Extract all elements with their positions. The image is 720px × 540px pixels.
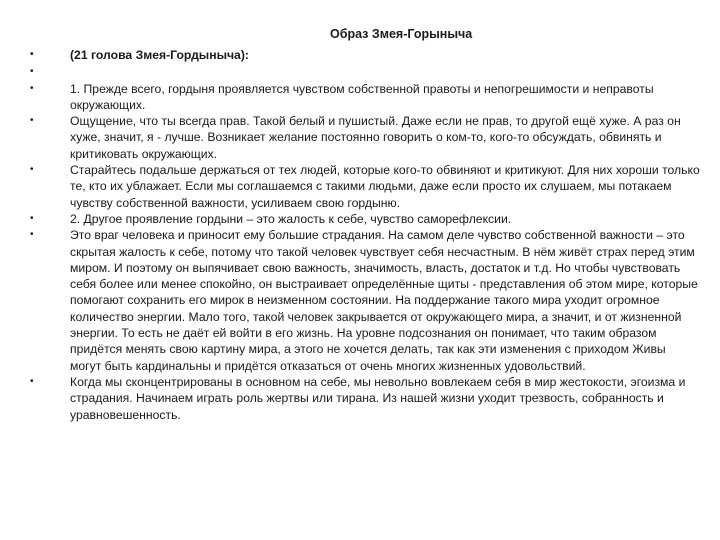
bullet-item xyxy=(28,211,700,227)
bullet-text: Ощущение, что ты всегда прав. Такой белый и пушистый. Даже если не прав, то другой ещё хуже. А раз он хуже, значит, я - лучше. Возникает желание постоянно говорить о ком-то, кого-то обсуждать, обвинять и критиковать окружающих. xyxy=(70,114,681,161)
bullet-dot-icon: • xyxy=(30,49,34,60)
bullet-text: (21 голова Змея-Гордыныча): xyxy=(70,48,249,62)
bullet-text: Когда мы сконцентрированы в основном на себе, мы невольно вовлекаем себя в мир жестокости, эгоизма и страдания. Начинаем играть роль жертвы или тирана. Из нашей жизни уходит трезвость, собранность и уравновешенность. xyxy=(70,374,686,422)
bullet-item xyxy=(28,113,700,162)
bullet-dot-icon: • xyxy=(30,212,34,224)
bullet-text: 2. Другое проявление гордыни – это жалость к себе, чувство саморефлексии. xyxy=(70,211,512,226)
bullet-dot-icon: • xyxy=(30,66,34,78)
bullet-dot-icon: • xyxy=(30,115,34,127)
bullet-item xyxy=(28,162,700,211)
bullet-item xyxy=(28,81,700,114)
slide-title: Образ Змея-Горыныча xyxy=(330,27,473,41)
bullet-item-empty xyxy=(28,64,700,80)
bullet-dot-icon: • xyxy=(30,82,34,94)
bullet-item xyxy=(28,374,700,423)
bullet-item xyxy=(28,227,700,374)
bullet-item-heading xyxy=(28,47,700,63)
bullet-dot-icon: • xyxy=(30,164,34,176)
bullet-text: Это враг человека и приносит ему большие страдания. На самом деле чувство собственной важности – это скрытая жалость к себе, потому что такой человек чувствует себя несчастным. В нём живёт страх перед этим миром. И поэтому он выпячивает свою важность, значимость, власть, достаток и т.д. Но чтобы чувствовать себя более или менее спокойно, он выстраивает определённые щиты - представления об этом мире, которые помогают сохранить его мирок в неизменном состоянии. На поддержание такого мира уходит огромное количество энергии. Мало того, такой человек закрывается от окружающего мира, а значит, и от жизненной энергии. То есть не даёт ей войти в его жизнь. На уровне подсознания он понимает, что таким образом придётся менять свою картину мира, а этого не хочется делать, так как эти изменения с приходом Живы могут быть кардинальны и придётся отказаться от очень многих жизненных удовольствий. xyxy=(70,228,698,373)
bullet-dot-icon: • xyxy=(30,375,34,387)
bullet-text: Старайтесь подальше держаться от тех людей, которые кого-то обвиняют и критикуют. Для них хороши только те, кто их ублажает. Если мы соглашаемся с такими людьми, даже если просто их слушаем, мы потакаем чувству собственной важности, усиливаем свою гордыню. xyxy=(70,163,700,210)
bullet-text: 1. Прежде всего, гордыня проявляется чувством собственной правоты и непогрешимости и неправоты окружающих. xyxy=(70,81,654,112)
bullet-dot-icon: • xyxy=(30,229,34,241)
bullet-list xyxy=(28,47,700,423)
